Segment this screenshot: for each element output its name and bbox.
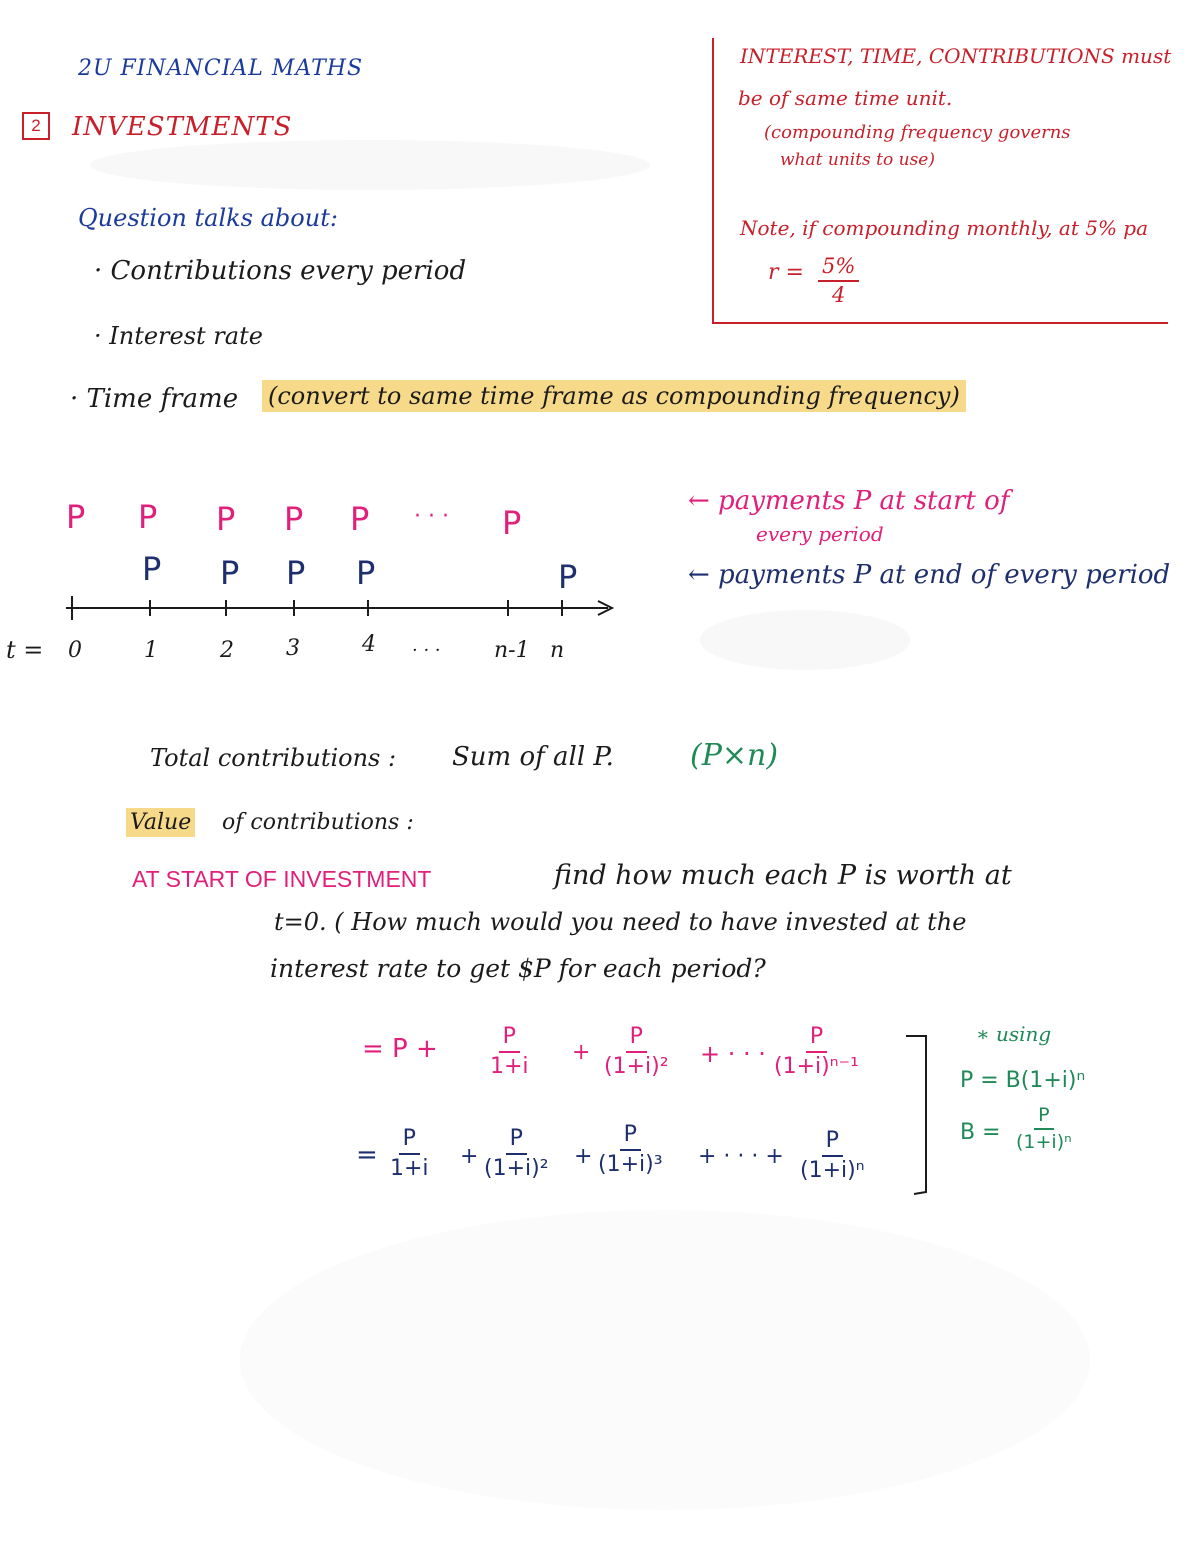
payment-start-dots: · · · — [414, 504, 449, 529]
timeline-t-label: t = — [6, 636, 44, 664]
eq1-f1-denominator: 1+i — [490, 1054, 529, 1079]
note-r-label: r = — [768, 260, 804, 285]
eq2-fraction-3 — [598, 1124, 663, 1176]
start-explanation-line-3: interest rate to get $P for each period? — [270, 954, 766, 983]
payment-end-n: P — [558, 558, 578, 596]
section-number-box: 2 — [22, 112, 50, 140]
tick-2: 2 — [220, 638, 234, 663]
total-contributions-text: Sum of all P. — [452, 742, 614, 772]
side-note-using: ∗ using — [976, 1022, 1052, 1046]
eq1-f2-denominator: (1+i)² — [604, 1054, 669, 1079]
smudge-mark — [700, 610, 910, 670]
eq2-f1-denominator: 1+i — [390, 1156, 429, 1181]
payment-start-4: P — [350, 500, 370, 538]
payment-start-n: P — [502, 504, 522, 542]
eq1-fraction-1 — [490, 1026, 529, 1078]
eq2-plus-2: + — [574, 1144, 593, 1169]
tick-4: 4 — [362, 632, 376, 657]
start-of-investment-heading: AT START OF INVESTMENT — [132, 866, 432, 892]
note-r-denominator: 4 — [831, 283, 846, 307]
eq2-f4-denominator: (1+i)ⁿ — [800, 1158, 865, 1183]
start-explanation-line-2: t=0. ( How much would you need to have invested at the — [274, 908, 967, 936]
note-payments-start-cont: every period — [756, 522, 884, 546]
question-item-time: · Time frame — [70, 384, 239, 414]
tick-n: n — [550, 638, 565, 663]
tick-0: 0 — [68, 638, 82, 663]
eq2-fraction-2 — [484, 1128, 549, 1180]
side-note-b-denominator: (1+i)ⁿ — [1016, 1131, 1072, 1153]
time-frame-highlight-note: (convert to same time frame as compounding frequency) — [262, 380, 966, 412]
payment-end-4: P — [356, 554, 376, 592]
course-title: 2U FINANCIAL MATHS — [78, 56, 364, 81]
value-label-highlight: Value — [126, 808, 195, 837]
eq1-lead: = P + — [362, 1034, 438, 1064]
eq1-continuation: + · · · — [700, 1040, 766, 1068]
note-line-3: (compounding frequency governs — [764, 122, 1071, 143]
tick-n-minus-1: n-1 — [494, 638, 530, 663]
smudge-mark — [240, 1210, 1090, 1510]
note-line-1: INTEREST, TIME, CONTRIBUTIONS must — [740, 44, 1172, 68]
note-payments-start: ← payments P at start of — [688, 486, 1010, 516]
note-line-2: be of same time unit. — [738, 86, 953, 110]
smudge-mark — [90, 140, 650, 190]
side-note-b-numerator: P — [1034, 1106, 1053, 1130]
eq2-f2-denominator: (1+i)² — [484, 1156, 549, 1181]
value-of-contributions-label: of contributions : — [222, 810, 414, 835]
note-r-numerator: 5% — [818, 256, 859, 282]
eq2-fraction-4 — [800, 1130, 864, 1182]
eq1-f3-denominator: (1+i)ⁿ⁻¹ — [774, 1054, 859, 1079]
timeline-axis — [0, 590, 640, 630]
payment-end-3: P — [286, 554, 306, 592]
total-contributions-formula: (P×n) — [690, 738, 779, 773]
eq1-fraction-2 — [604, 1026, 669, 1078]
question-item-contributions: · Contributions every period — [94, 256, 467, 286]
tick-1: 1 — [144, 638, 158, 663]
section-title: INVESTMENTS — [72, 112, 293, 142]
side-note-b-fraction — [1016, 1106, 1072, 1152]
note-payments-end: ← payments P at end of every period — [688, 560, 1171, 590]
eq2-f1-numerator: P — [399, 1128, 420, 1155]
eq2-continuation: + · · · + — [698, 1144, 784, 1169]
side-note-b-lead: B = — [960, 1120, 1001, 1145]
payment-start-3: P — [284, 500, 304, 538]
payment-start-1: P — [138, 498, 158, 536]
eq2-f3-denominator: (1+i)³ — [598, 1152, 663, 1177]
tick-3: 3 — [286, 636, 300, 661]
note-line-4: what units to use) — [780, 150, 936, 170]
note-example: Note, if compounding monthly, at 5% pa — [740, 216, 1149, 240]
start-explanation-line-1: find how much each P is worth at — [554, 860, 1012, 891]
question-item-interest: · Interest rate — [94, 322, 263, 350]
tick-dots: · · · — [412, 640, 441, 661]
payment-start-2: P — [216, 500, 236, 538]
eq2-f2-numerator: P — [506, 1128, 527, 1155]
eq1-f1-numerator: P — [499, 1026, 520, 1053]
eq1-f3-numerator: P — [806, 1026, 827, 1053]
eq2-f4-numerator: P — [822, 1130, 843, 1157]
eq2-plus-1: + — [460, 1144, 479, 1169]
bracket — [900, 1030, 940, 1200]
side-note-compound-formula: P = B(1+i)ⁿ — [960, 1068, 1086, 1093]
eq2-fraction-1 — [390, 1128, 429, 1180]
eq2-lead: = — [356, 1140, 378, 1170]
eq1-f2-numerator: P — [626, 1026, 647, 1053]
eq1-plus: + — [572, 1040, 591, 1065]
note-r-fraction — [818, 256, 859, 306]
payment-end-2: P — [220, 554, 240, 592]
question-intro: Question talks about: — [78, 204, 338, 232]
total-contributions-label: Total contributions : — [150, 744, 397, 772]
payment-end-1: P — [142, 550, 162, 588]
payment-start-0: P — [66, 498, 86, 536]
eq1-fraction-3 — [774, 1026, 859, 1078]
eq2-f3-numerator: P — [620, 1124, 641, 1151]
